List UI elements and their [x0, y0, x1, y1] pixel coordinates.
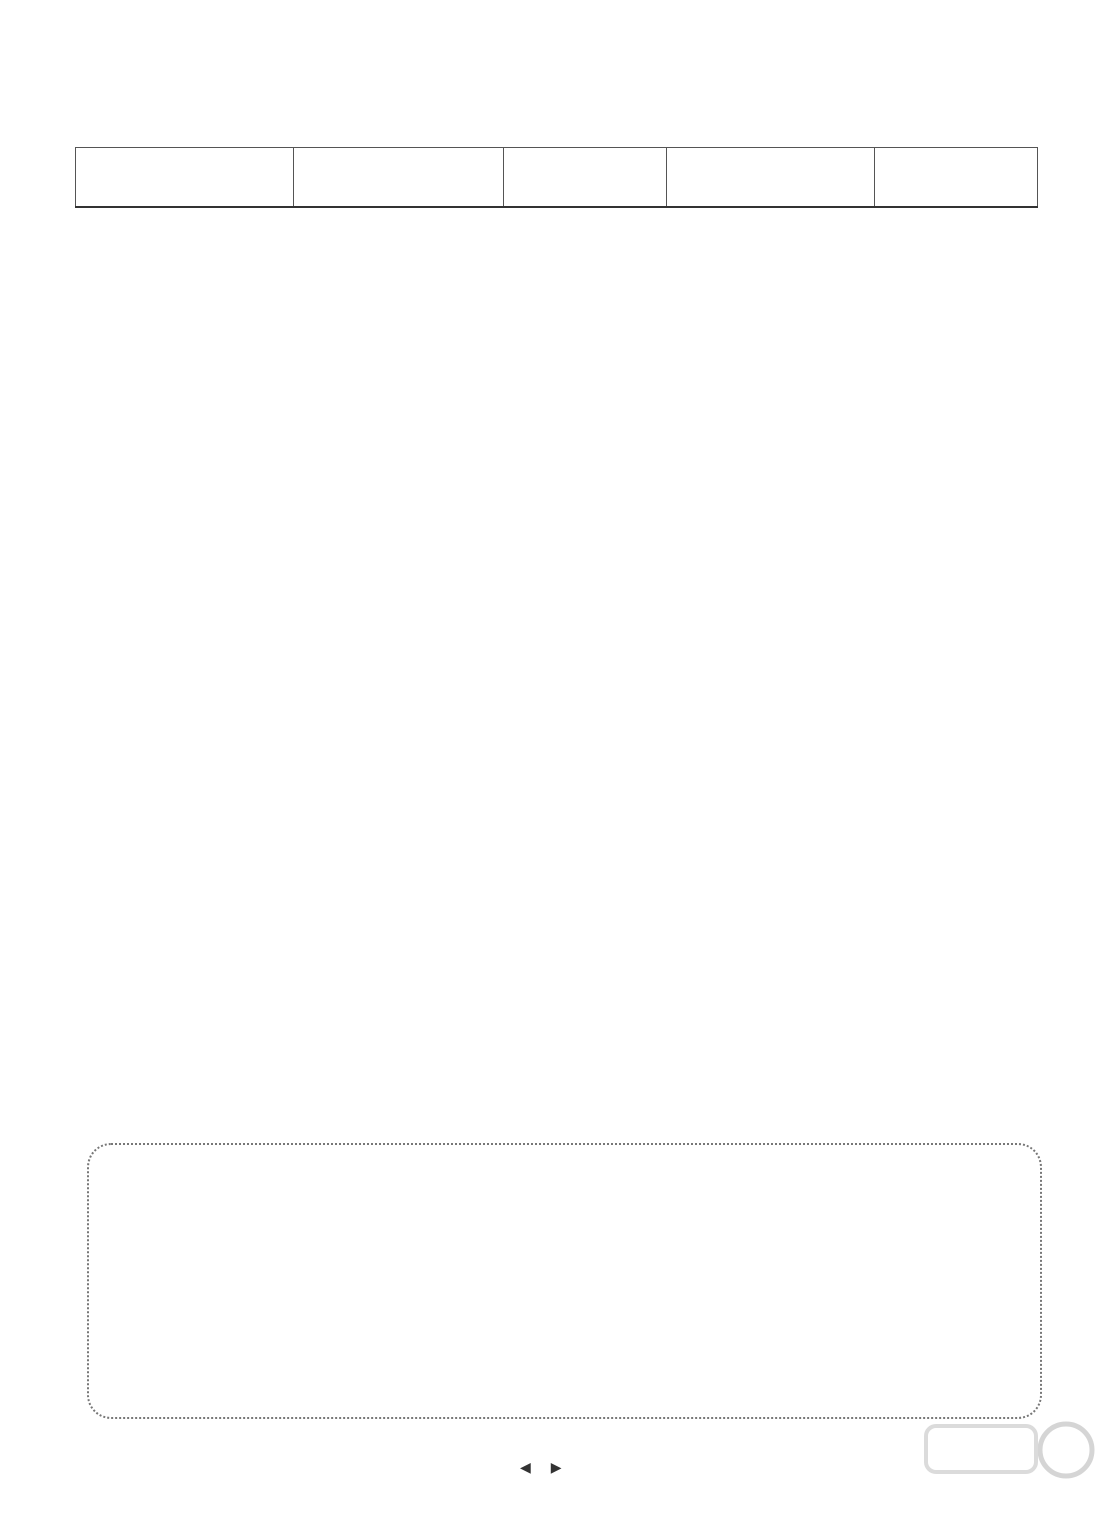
- header-pos-chinese-2: [667, 148, 875, 208]
- header-english-1: [504, 148, 667, 208]
- watermark-logo: [916, 1412, 1096, 1530]
- table-header-row: [76, 148, 1038, 208]
- header-original-word: [76, 148, 294, 208]
- right-triangle-icon: ▶: [550, 1461, 562, 1476]
- header-english-2: [875, 148, 1038, 208]
- left-triangle-icon: ◀: [520, 1461, 531, 1476]
- key-points-box: [87, 1143, 1042, 1419]
- section-4-answers: [80, 1094, 88, 1121]
- header-pos-chinese-1: [294, 148, 504, 208]
- page-number: [520, 1460, 562, 1477]
- vocabulary-table: [75, 147, 1038, 208]
